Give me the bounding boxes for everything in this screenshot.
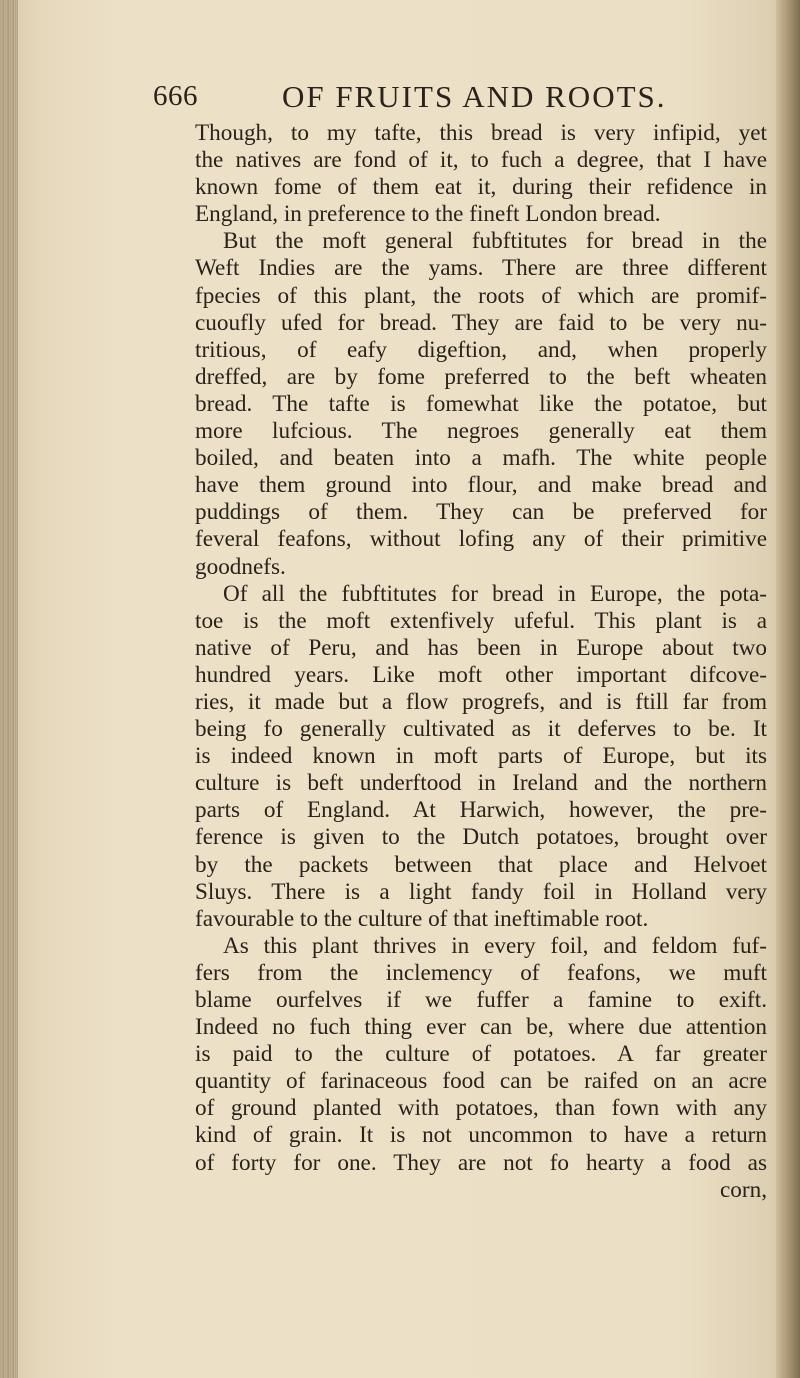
text-line: Weft Indies are the yams. There are three different — [195, 255, 767, 282]
text-line: being fo generally cultivated as it deferves to be. It — [195, 716, 767, 743]
text-line: of ground planted with potatoes, than fown with any — [195, 1095, 767, 1122]
text-line: ries, it made but a flow progrefs, and is ftill far from — [195, 688, 767, 715]
text-line: favourable to the culture of that ineftimable root. — [195, 905, 649, 932]
text-line: England, in preference to the fineft London bread. — [195, 201, 661, 228]
text-line: is paid to the culture of potatoes. A far greater — [195, 1041, 767, 1068]
text-line: blame ourfelves if we fuffer a famine to exift. — [195, 987, 767, 1013]
text-line: the natives are fond of it, to fuch a degree, that I have — [195, 147, 767, 174]
running-head: OF FRUITS AND ROOTS. — [282, 79, 667, 114]
text-line: goodnefs. — [195, 553, 286, 580]
text-line: is indeed known in moft parts of Europe, but its — [195, 743, 767, 770]
paragraph-first-line: Of all the fubftitutes for bread in Europe, the pota- — [223, 580, 767, 607]
paragraph-first-line: But the moft general fubftitutes for bread in the — [223, 228, 767, 255]
text-line: puddings of them. They can be preferved for — [195, 499, 767, 526]
text-line: toe is the moft extenfively ufeful. This plant is a — [195, 607, 767, 634]
page-number: 666 — [153, 80, 198, 112]
text-line: by the packets between that place and Helvoet — [195, 851, 767, 878]
text-line: fers from the inclemency of feafons, we muft — [195, 959, 767, 986]
text-line: dreffed, are by fome preferred to the beft wheaten — [195, 363, 767, 390]
text-line: ference is given to the Dutch potatoes, brought over — [195, 824, 767, 851]
page-edge — [776, 0, 800, 1378]
text-line: feveral feafons, without lofing any of their primitive — [195, 526, 767, 553]
text-line: cuoufly ufed for bread. They are faid to be very nu- — [195, 309, 767, 336]
text-line: boiled, and beaten into a mafh. The white people — [195, 445, 767, 472]
text-line: Though, to my tafte, this bread is very infipid, yet — [195, 120, 767, 146]
text-line: tritious, of eafy digeftion, and, when properly — [195, 336, 767, 363]
text-line: hundred years. Like moft other important difcove- — [195, 661, 767, 688]
text-line: bread. The tafte is fomewhat like the potatoe, but — [195, 390, 767, 417]
text-line: quantity of farinaceous food can be raifed on an acre — [195, 1068, 767, 1095]
text-line: culture is beft underftood in Ireland and the northern — [195, 770, 767, 797]
text-line: parts of England. At Harwich, however, the pre- — [195, 797, 767, 824]
body-text — [195, 120, 767, 1204]
text-line: known fome of them eat it, during their refidence in — [195, 174, 767, 201]
text-line: more lufcious. The negroes generally eat them — [195, 418, 767, 445]
text-line: kind of grain. It is not uncommon to have a return — [195, 1122, 767, 1149]
binding-gutter — [0, 0, 18, 1378]
text-line: Indeed no fuch thing ever can be, where due attention — [195, 1014, 767, 1041]
text-line: of forty for one. They are not fo hearty a food as — [195, 1149, 767, 1176]
catchword: corn, — [720, 1176, 767, 1203]
text-line: native of Peru, and has been in Europe about two — [195, 634, 767, 661]
text-line: have them ground into flour, and make bread and — [195, 472, 767, 499]
text-line: Sluys. There is a light fandy foil in Holland very — [195, 878, 767, 905]
paragraph-first-line: As this plant thrives in every foil, and feldom fuf- — [223, 932, 767, 959]
text-line: fpecies of this plant, the roots of which are promif- — [195, 282, 767, 309]
